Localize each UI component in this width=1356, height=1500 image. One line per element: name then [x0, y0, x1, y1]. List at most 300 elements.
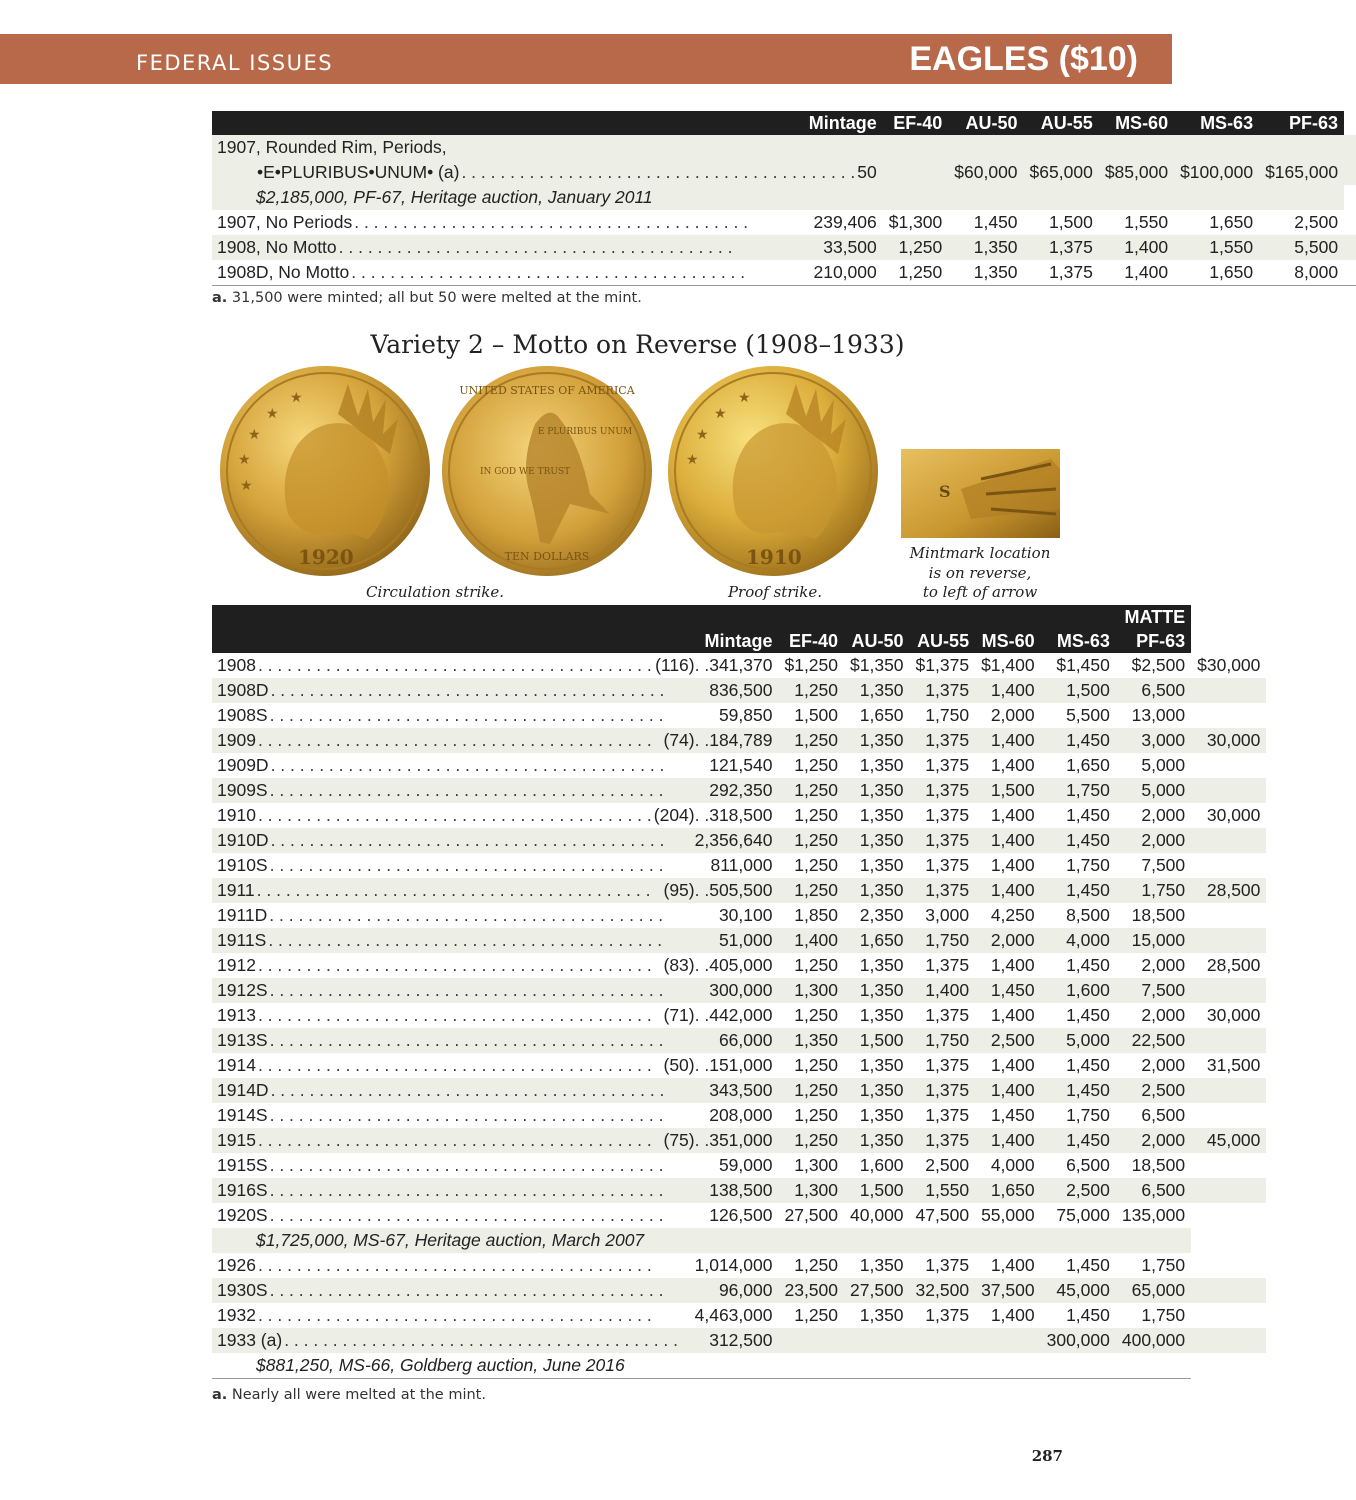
- price-cell: 1,450: [1066, 1055, 1110, 1075]
- price-cell: 1,375: [925, 855, 970, 875]
- price-cell: [1191, 978, 1266, 1003]
- header-section-label: FEDERAL ISSUES: [136, 51, 334, 75]
- dot-leader: . . . . . . . . . . . . . . . . . . . . . . . . . . . . . . . . . . . . . . . . .: [269, 1155, 664, 1175]
- table-row: [212, 1278, 1266, 1303]
- price-cell: 1,350: [844, 728, 910, 753]
- price-cell: [948, 135, 1023, 160]
- variety-cell: [212, 1053, 778, 1078]
- price-cell: 1,450: [1066, 955, 1110, 975]
- price-cell: $65,000: [1024, 160, 1099, 185]
- price-cell: 2,000: [975, 928, 1041, 953]
- table-row: [212, 803, 1266, 828]
- price-cell: 1,450: [975, 978, 1041, 1003]
- proof-mintage: (50): [663, 1055, 695, 1075]
- variety-cell: [212, 160, 883, 185]
- price-cell: 1,500: [844, 1028, 910, 1053]
- table-row: [212, 853, 1266, 878]
- price-cell: 1,600: [859, 1155, 904, 1175]
- table-header-row: [212, 629, 1266, 653]
- price-cell: 1,350: [859, 1255, 904, 1275]
- price-cell: $85,000: [1099, 160, 1174, 185]
- variety-cell: [212, 260, 883, 286]
- price-cell: 1,350: [859, 955, 904, 975]
- price-cell: [1191, 1203, 1266, 1228]
- variety-cell: [212, 978, 778, 1003]
- column-header: MS-60: [1099, 111, 1174, 135]
- price-cell: 1,350: [859, 1305, 904, 1325]
- column-header: AU-55: [910, 629, 976, 653]
- table-row: [212, 653, 1266, 678]
- price-cell: [975, 1328, 1041, 1353]
- table1-footnote: a. 31,500 were minted; all but 50 were melted at the mint.: [212, 290, 642, 306]
- dot-leader: . .: [694, 655, 710, 675]
- table-row: [212, 1153, 1266, 1178]
- price-cell: 1,300: [778, 1178, 844, 1203]
- mintage-value: 184,789: [709, 730, 773, 750]
- column-header: MS-60: [975, 629, 1041, 653]
- price-cell: 1,375: [925, 1005, 970, 1025]
- mintage-value: 343,500: [709, 1080, 773, 1100]
- price-cell: 13,000: [1131, 705, 1186, 725]
- dot-leader: . . . . . . . . . . . . . . . . . . . . . . . . . . . . . . . . . . . . . . . . .: [257, 805, 652, 825]
- table-row: [212, 1203, 1266, 1228]
- price-cell: 1,375: [910, 878, 976, 903]
- price-cell: 75,000: [1056, 1205, 1110, 1225]
- table-row: [212, 1128, 1266, 1153]
- dot-leader: . . . . . . . . . . . . . . . . . . . . . . . . . . . . . . . . . . . . . . . . .: [268, 930, 663, 950]
- price-cell: 1,400: [990, 955, 1035, 975]
- price-cell: 1,400: [1099, 235, 1174, 260]
- price-cell: 1,400: [975, 1128, 1041, 1153]
- price-cell: 1,250: [778, 878, 844, 903]
- price-cell: 1,375: [925, 1105, 970, 1125]
- dot-leader: . . . . . . . . . . . . . . . . . . . . . . . . . . . . . . . . . . . . . . . . .: [257, 1005, 652, 1025]
- price-cell: 1,375: [910, 828, 976, 853]
- price-cell: 1,750: [910, 928, 976, 953]
- table-row: [212, 260, 1356, 286]
- page-number: 287: [1031, 1447, 1063, 1465]
- price-cell: $30,000: [1197, 655, 1261, 675]
- price-cell: 18,500: [1131, 1155, 1186, 1175]
- variety-cell: [212, 653, 778, 678]
- mintage-value: 151,000: [709, 1055, 773, 1075]
- variety-name: 1915S: [217, 1155, 268, 1175]
- proof-mintage: (116): [655, 655, 695, 675]
- dot-leader: . . . . . . . . . . . . . . . . . . . . . . . . . . . . . . . . . . . . . . . . .: [354, 212, 749, 232]
- dot-leader: . . . . . . . . . . . . . . . . . . . . . . . . . . . . . . . . . . . . . . . . .: [284, 1330, 679, 1350]
- price-cell: $1,450: [1056, 655, 1110, 675]
- svg-text:IN GOD WE TRUST: IN GOD WE TRUST: [480, 467, 571, 477]
- dot-leader: . . . . . . . . . . . . . . . . . . . . . . . . . . . . . . . . . . . . . . . . .: [257, 1055, 652, 1075]
- price-cell: 1,350: [844, 1078, 910, 1103]
- price-cell: $100,000: [1174, 160, 1259, 185]
- price-cell: 1,400: [990, 1005, 1035, 1025]
- mintage-value: 96,000: [718, 1280, 773, 1300]
- variety-name: 1913: [217, 1005, 256, 1025]
- table-note-row: [212, 1228, 1266, 1253]
- price-cell: 1,750: [925, 705, 970, 725]
- dot-leader: . . . . . . . . . . . . . . . . . . . . . . . . . . . . . . . . . . . . . . . . .: [257, 1305, 652, 1325]
- column-header: PF-63: [1259, 111, 1344, 135]
- mintage-value: 33,500: [823, 237, 877, 257]
- proof-mintage: (204): [653, 805, 695, 825]
- dot-leader: . .: [694, 1055, 710, 1075]
- dot-leader: . .: [694, 955, 710, 975]
- price-cell: [910, 1328, 976, 1353]
- table-row: [212, 135, 1356, 160]
- variety-name: 1908, No Motto: [217, 237, 337, 257]
- svg-text:★: ★: [714, 406, 727, 422]
- price-cell: 1,350: [844, 878, 910, 903]
- price-cell: 18,500: [1131, 905, 1186, 925]
- mintage-value: 811,000: [710, 855, 773, 875]
- price-cell: 1,375: [925, 805, 970, 825]
- dot-leader: . . . . . . . . . . . . . . . . . . . . . . . . . . . . . . . . . . . . . . . . .: [270, 1080, 665, 1100]
- price-cell: 1,350: [844, 1128, 910, 1153]
- dot-leader: . . . . . . . . . . . . . . . . . . . . . . . . . . . . . . . . . . . . . . . . .: [257, 955, 652, 975]
- table-header-matte-row: [212, 605, 1266, 629]
- dot-leader: . . . . . . . . . . . . . . . . . . . . . . . . . . . . . . . . . . . . . . . . .: [257, 1130, 652, 1150]
- price-cell: 6,500: [1116, 678, 1191, 703]
- price-cell: 1,400: [910, 978, 976, 1003]
- price-cell: 4,000: [1041, 928, 1116, 953]
- price-cell: 1,450: [1041, 828, 1116, 853]
- dot-leader: . . . . . . . . . . . . . . . . . . . . . . . . . . . . . . . . . . . . . . . . .: [270, 755, 665, 775]
- mintage-value: 121,540: [709, 755, 773, 775]
- price-cell: 28,500: [1206, 955, 1261, 975]
- table-row: [212, 1253, 1266, 1278]
- variety-cell: [212, 1203, 778, 1228]
- price-cell: 55,000: [981, 1205, 1035, 1225]
- table-row: [212, 978, 1266, 1003]
- dot-leader: . . . . . . . . . . . . . . . . . . . . . . . . . . . . . . . . . . . . . . . . .: [270, 830, 665, 850]
- price-cell: 1,350: [859, 805, 904, 825]
- price-cell: 1,850: [794, 905, 839, 925]
- price-cell: 1,650: [1174, 260, 1259, 286]
- price-cell: 22,500: [1116, 1028, 1191, 1053]
- price-cell: 1,750: [910, 1028, 976, 1053]
- mintage-value: 126,500: [709, 1205, 773, 1225]
- variety-cell: [212, 1328, 778, 1353]
- dot-leader: . . . . . . . . . . . . . . . . . . . . . . . . . . . . . . . . . . . . . . . . .: [257, 730, 652, 750]
- svg-text:1910: 1910: [746, 545, 802, 569]
- variety-cell: [212, 778, 778, 803]
- price-cell: 1,375: [925, 1255, 970, 1275]
- mintage-value: 836,500: [709, 680, 773, 700]
- price-cell: 2,500: [1294, 212, 1339, 232]
- price-cell: 1,400: [975, 828, 1041, 853]
- price-cell: 40,000: [850, 1205, 904, 1225]
- price-cell: $2,500: [1131, 655, 1186, 675]
- dot-leader: . .: [694, 880, 710, 900]
- price-cell: 2,000: [1116, 1128, 1191, 1153]
- price-cell: 1,500: [794, 705, 839, 725]
- price-cell: 1,250: [778, 778, 844, 803]
- mintage-value: 405,000: [709, 955, 773, 975]
- price-cell: 1,550: [1124, 212, 1169, 232]
- table-row: [212, 778, 1266, 803]
- table-note-row: [212, 1353, 1266, 1379]
- price-cell: [1024, 135, 1099, 160]
- price-cell: 1,600: [1041, 978, 1116, 1003]
- mintmark-detail-image: [901, 449, 1060, 538]
- auction-note: $881,250, MS-66, Goldberg auction, June 2016: [212, 1353, 1191, 1379]
- variety-cell: [212, 1253, 778, 1278]
- price-cell: 1,250: [794, 1105, 839, 1125]
- auction-note: $2,185,000, PF-67, Heritage auction, January 2011: [212, 185, 1344, 210]
- variety-cell: [212, 953, 778, 978]
- variety-cell: [212, 1303, 778, 1328]
- price-cell: 1,350: [844, 778, 910, 803]
- proof-mintage: (71): [663, 1005, 695, 1025]
- price-cell: 5,000: [1141, 755, 1186, 775]
- price-cell: 1,400: [975, 678, 1041, 703]
- table-row: [212, 160, 1356, 185]
- price-cell: 1,400: [778, 928, 844, 953]
- price-cell: [1174, 135, 1259, 160]
- price-cell: 4,250: [990, 905, 1035, 925]
- price-cell: 1,500: [975, 778, 1041, 803]
- price-cell: 2,000: [1116, 828, 1191, 853]
- price-cell: [1191, 1103, 1266, 1128]
- table-note-row: [212, 185, 1356, 210]
- table-row: [212, 878, 1266, 903]
- dot-leader: . .: [694, 730, 710, 750]
- price-cell: 3,000: [925, 905, 970, 925]
- column-header: Mintage: [212, 111, 883, 135]
- proof-mintage: (74): [663, 730, 695, 750]
- svg-text:★: ★: [738, 390, 751, 406]
- mintage-value: 59,850: [718, 705, 773, 725]
- mintage-value: 59,000: [718, 1155, 773, 1175]
- price-cell: 1,650: [859, 705, 904, 725]
- header-title: EAGLES ($10): [909, 40, 1138, 78]
- price-cell: 2,500: [975, 1028, 1041, 1053]
- variety-cell: [212, 753, 778, 778]
- table-row: [212, 1053, 1266, 1078]
- price-cell: 1,250: [883, 235, 949, 260]
- table-row: [212, 1178, 1266, 1203]
- price-cell: 300,000: [1041, 1328, 1116, 1353]
- price-cell: 1,350: [778, 1028, 844, 1053]
- price-cell: 1,350: [859, 1005, 904, 1025]
- variety-name: 1912S: [217, 980, 268, 1000]
- variety-name: 1911D: [217, 905, 268, 925]
- svg-text:UNITED STATES OF AMERICA: UNITED STATES OF AMERICA: [459, 384, 635, 397]
- price-cell: 1,250: [778, 678, 844, 703]
- price-cell: 1,250: [794, 955, 839, 975]
- mintage-value: 318,500: [709, 805, 773, 825]
- price-cell: [1191, 1328, 1266, 1353]
- price-cell: 1,350: [844, 978, 910, 1003]
- variety-name: 1920S: [217, 1205, 268, 1225]
- variety-name: 1909: [217, 730, 256, 750]
- mintage-value: 351,000: [709, 1130, 773, 1150]
- price-cell: 1,350: [859, 755, 904, 775]
- price-cell: 1,350: [859, 1055, 904, 1075]
- price-cell: 30,000: [1191, 728, 1266, 753]
- price-cell: 5,500: [1066, 705, 1110, 725]
- table2-footnote: a. Nearly all were melted at the mint.: [212, 1387, 486, 1403]
- price-cell: 15,000: [1116, 928, 1191, 953]
- dot-leader: . . . . . . . . . . . . . . . . . . . . . . . . . . . . . . . . . . . . . . . . .: [269, 905, 664, 925]
- variety-cell: [212, 235, 883, 260]
- price-cell: [1191, 828, 1266, 853]
- svg-text:★: ★: [290, 390, 303, 406]
- dot-leader: . . . . . . . . . . . . . . . . . . . . . . . . . . . . . . . . . . . . . . . . .: [338, 237, 733, 257]
- price-cell: 27,500: [844, 1278, 910, 1303]
- mintage-value: 210,000: [813, 262, 877, 282]
- dot-leader: . . . . . . . . . . . . . . . . . . . . . . . . . . . . . . . . . . . . . . . . .: [269, 1280, 664, 1300]
- price-cell: 1,375: [925, 755, 970, 775]
- dot-leader: . . . . . . . . . . . . . . . . . . . . . . . . . . . . . . . . . . . . . . . . .: [269, 1105, 664, 1125]
- variety-cell: [212, 828, 778, 853]
- variety-name: •E•PLURIBUS•UNUM• (a): [257, 162, 460, 182]
- price-cell: 1,250: [778, 1078, 844, 1103]
- circulation-strike-caption: Circulation strike.: [366, 583, 504, 601]
- variety1-price-table: [212, 111, 1356, 286]
- price-cell: 1,350: [859, 855, 904, 875]
- price-cell: 1,250: [778, 728, 844, 753]
- price-cell: 2,000: [990, 705, 1035, 725]
- price-cell: 2,000: [1141, 955, 1186, 975]
- svg-text:★: ★: [266, 406, 279, 422]
- mintage-value: 300,000: [709, 980, 773, 1000]
- proof-strike-caption: Proof strike.: [727, 583, 823, 601]
- variety-cell: [212, 210, 883, 235]
- price-cell: 1,375: [910, 1128, 976, 1153]
- price-cell: 1,250: [778, 1128, 844, 1153]
- price-cell: 1,450: [1041, 1128, 1116, 1153]
- dot-leader: . . . . . . . . . . . . . . . . . . . . . . . . . . . . . . . . . . . . . . . . .: [269, 1180, 664, 1200]
- table-row: [212, 753, 1266, 778]
- table-row: [212, 210, 1356, 235]
- price-cell: [1191, 1303, 1266, 1328]
- dot-leader: . . . . . . . . . . . . . . . . . . . . . . . . . . . . . . . . . . . . . . . . .: [270, 680, 665, 700]
- price-cell: 1,400: [990, 1055, 1035, 1075]
- price-cell: 1,450: [1041, 878, 1116, 903]
- price-cell: [883, 160, 949, 185]
- variety-name: 1914: [217, 1055, 256, 1075]
- price-cell: 5,000: [1116, 778, 1191, 803]
- variety-name: 1908: [217, 655, 256, 675]
- column-header: MS-63: [1174, 111, 1259, 135]
- price-cell: 31,500: [1206, 1055, 1261, 1075]
- table-row: [212, 678, 1266, 703]
- price-cell: [1191, 1178, 1266, 1203]
- variety-name: 1910S: [217, 855, 268, 875]
- price-cell: 2,000: [1141, 805, 1186, 825]
- price-cell: 2,000: [1141, 1005, 1186, 1025]
- price-cell: [1344, 210, 1356, 235]
- price-cell: 8,000: [1259, 260, 1344, 286]
- variety-cell: [212, 1128, 778, 1153]
- price-cell: $1,250: [784, 655, 839, 675]
- price-cell: 1,350: [948, 260, 1023, 286]
- variety-name: 1907, Rounded Rim, Periods,: [217, 137, 447, 157]
- variety-name: 1908D: [217, 680, 269, 700]
- price-cell: 3,000: [1116, 728, 1191, 753]
- price-cell: [1259, 135, 1344, 160]
- column-header: AU-55: [1024, 111, 1099, 135]
- table-row: [212, 1303, 1266, 1328]
- mintage-value: 505,500: [709, 880, 773, 900]
- price-cell: [1191, 928, 1266, 953]
- table-header-row: [212, 111, 1356, 135]
- price-cell: 1,375: [925, 955, 970, 975]
- svg-text:★: ★: [686, 452, 699, 468]
- price-cell: 1,250: [883, 260, 949, 286]
- price-cell: 2,350: [859, 905, 904, 925]
- table-row: [212, 1028, 1266, 1053]
- price-cell: 2,000: [1141, 1055, 1186, 1075]
- price-cell: 1,250: [794, 1005, 839, 1025]
- price-cell: 8,500: [1066, 905, 1110, 925]
- variety-name: 1932: [217, 1305, 256, 1325]
- variety-cell: [212, 1078, 778, 1103]
- price-cell: 1,400: [990, 1255, 1035, 1275]
- variety-cell: [212, 1028, 778, 1053]
- dot-leader: . . . . . . . . . . . . . . . . . . . . . . . . . . . . . . . . . . . . . . . . .: [351, 262, 746, 282]
- price-cell: 1,450: [1041, 728, 1116, 753]
- price-cell: 47,500: [915, 1205, 970, 1225]
- dot-leader: . .: [694, 805, 710, 825]
- mintage-value: 239,406: [813, 212, 877, 232]
- variety-cell: [212, 878, 778, 903]
- price-cell: 1,400: [990, 755, 1035, 775]
- price-cell: 4,000: [990, 1155, 1035, 1175]
- price-cell: [1191, 678, 1266, 703]
- price-cell: 1,500: [844, 1178, 910, 1203]
- price-cell: 1,375: [925, 1055, 970, 1075]
- price-cell: 1,375: [1024, 260, 1099, 286]
- price-cell: 1,400: [1099, 260, 1174, 286]
- dot-leader: . . . . . . . . . . . . . . . . . . . . . . . . . . . . . . . . . . . . . . . . .: [269, 705, 664, 725]
- price-cell: 1,250: [794, 1255, 839, 1275]
- price-cell: 65,000: [1116, 1278, 1191, 1303]
- variety-name: 1914D: [217, 1080, 269, 1100]
- price-cell: 1,400: [975, 728, 1041, 753]
- price-cell: 1,250: [778, 828, 844, 853]
- price-cell: 1,750: [1066, 1105, 1110, 1125]
- variety-name: 1912: [217, 955, 256, 975]
- price-cell: 7,500: [1141, 855, 1186, 875]
- proof-mintage: (95): [663, 880, 695, 900]
- price-cell: 1,650: [1066, 755, 1110, 775]
- price-cell: 1,350: [844, 828, 910, 853]
- column-header: AU-50: [948, 111, 1023, 135]
- table-row: [212, 703, 1266, 728]
- price-cell: 1,650: [844, 928, 910, 953]
- price-cell: 1,750: [1041, 778, 1116, 803]
- dot-leader: . . . . . . . . . . . . . . . . . . . . . . . . . . . . . . . . . . . . . . . . .: [269, 980, 664, 1000]
- price-cell: [1191, 778, 1266, 803]
- variety-name: 1913S: [217, 1030, 268, 1050]
- price-cell: [1099, 135, 1174, 160]
- svg-text:1920: 1920: [298, 545, 354, 569]
- svg-text:★: ★: [238, 452, 251, 468]
- variety-cell: [212, 135, 883, 160]
- mintage-value: 138,500: [709, 1180, 773, 1200]
- mintmark-caption: Mintmark location is on reverse, to left of arrow: [909, 544, 1051, 601]
- mintage-value: 292,350: [709, 780, 773, 800]
- variety-cell: [212, 928, 778, 953]
- dot-leader: . .: [694, 1005, 710, 1025]
- price-cell: [1344, 160, 1356, 185]
- price-cell: 1,500: [1041, 678, 1116, 703]
- price-cell: [844, 1328, 910, 1353]
- variety-name: 1909S: [217, 780, 268, 800]
